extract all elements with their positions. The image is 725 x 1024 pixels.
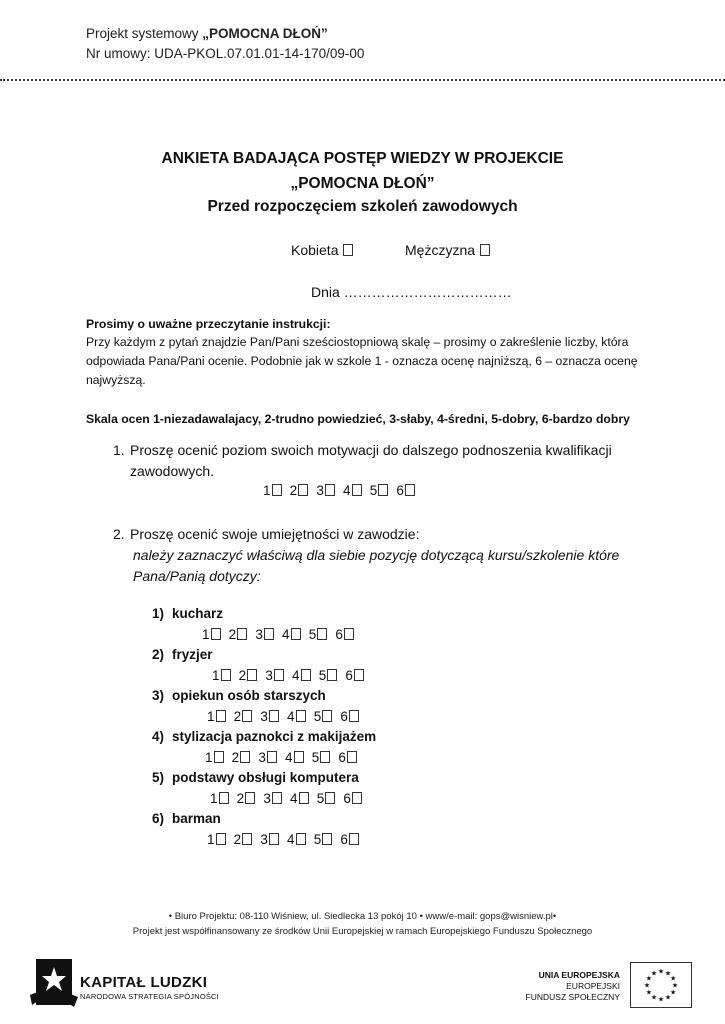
- profession-label: fryzjer: [172, 647, 213, 662]
- scale-option-5[interactable]: [312, 750, 335, 765]
- date-field[interactable]: Dnia ………………………………: [311, 284, 512, 300]
- kapital-ludzki-title: KAPITAŁ LUDZKI: [80, 974, 208, 991]
- scale-option-3[interactable]: [265, 668, 288, 683]
- scale-option-5[interactable]: [314, 832, 337, 847]
- instructions-body: Przy każdym z pytań znajdzie Pan/Pani sześciostopniową skalę – prosimy o zakreślenie liczby, która odpowiada Pana/Pani ocenie. Podobnie jak w szkole 1 - oznacza ocenę najniższą, 6 – oznacza ocenę najwyższą.: [86, 335, 638, 387]
- scale-value-2: 2: [233, 709, 242, 724]
- scale-value-6: 6: [340, 709, 349, 724]
- eu-star-icon: ★: [664, 994, 672, 1002]
- eu-star-icon: ★: [657, 996, 665, 1004]
- scale-checkbox[interactable]: [325, 792, 335, 804]
- scale-option-5[interactable]: [319, 668, 342, 683]
- scale-value-3: 3: [260, 709, 269, 724]
- header-divider: [0, 79, 725, 81]
- scale-option-3[interactable]: [255, 627, 278, 642]
- eu-logo-line2: EUROPEJSKI: [566, 981, 620, 991]
- scale-option-2[interactable]: [234, 832, 257, 847]
- eu-star-icon: ★: [645, 989, 653, 997]
- scale-legend: Skala ocen 1-niezadawalajacy, 2-trudno powiedzieć, 3-słaby, 4-średni, 5-dobry, 6-bardzo dobry: [86, 412, 630, 426]
- scale-option-5[interactable]: [317, 791, 340, 806]
- scale-option-5[interactable]: [314, 709, 337, 724]
- question-2-note-line2: Pana/Panią dotyczy:: [133, 568, 261, 584]
- scale-value-4: 4: [292, 668, 300, 683]
- eu-star-icon: ★: [664, 970, 672, 978]
- question-2-number: 2.: [113, 526, 125, 542]
- gender-male-label: Mężczyzna: [405, 242, 476, 258]
- project-line: [86, 26, 328, 41]
- kapital-ludzki-logo: [28, 955, 80, 1010]
- profession-label: barman: [172, 811, 221, 826]
- survey-title-line3: Przed rozpoczęciem szkoleń zawodowych: [207, 198, 518, 215]
- question-1-line1: Proszę ocenić poziom swoich motywacji do dalszego podnoszenia kwalifikacji: [130, 442, 612, 458]
- scale-option-6[interactable]: [335, 627, 358, 642]
- scale-checkbox[interactable]: [327, 669, 337, 681]
- scale-value-2: 2: [228, 627, 237, 642]
- scale-checkbox[interactable]: [219, 792, 229, 804]
- scale-option-1[interactable]: [263, 483, 286, 498]
- scale-checkbox[interactable]: [242, 710, 252, 722]
- scale-option-6[interactable]: [340, 832, 363, 847]
- profession-item: [152, 811, 221, 826]
- scale-option-3[interactable]: [316, 483, 339, 498]
- question-2-text: [130, 524, 670, 587]
- eu-star-icon: ★: [650, 970, 658, 978]
- scale-checkbox[interactable]: [216, 710, 226, 722]
- scale-option-4[interactable]: [292, 668, 315, 683]
- scale-value-3: 3: [255, 627, 264, 642]
- scale-checkbox[interactable]: [291, 628, 301, 640]
- profession-label: stylizacja paznokci z makijażem: [172, 729, 377, 744]
- scale-checkbox[interactable]: [245, 792, 255, 804]
- scale-option-5[interactable]: [370, 483, 393, 498]
- scale-option-1[interactable]: [207, 832, 230, 847]
- scale-checkbox[interactable]: [242, 833, 252, 845]
- scale-checkbox[interactable]: [354, 669, 364, 681]
- scale-value-3: 3: [265, 668, 274, 683]
- scale-option-6[interactable]: [345, 668, 368, 683]
- scale-option-4[interactable]: [285, 750, 308, 765]
- project-prefix: Projekt systemowy: [86, 26, 203, 41]
- scale-option-3[interactable]: [258, 750, 281, 765]
- scale-value-6: 6: [343, 791, 352, 806]
- profession-scale: [205, 750, 361, 765]
- question-1-text: [130, 440, 650, 482]
- eu-star-icon: ★: [650, 994, 658, 1002]
- eu-star-icon: ★: [671, 982, 679, 990]
- scale-value-1: 1: [212, 668, 220, 683]
- scale-option-6[interactable]: [343, 791, 366, 806]
- scale-checkbox[interactable]: [216, 833, 226, 845]
- scale-value-1: 1: [207, 709, 215, 724]
- profession-item: [152, 647, 213, 662]
- survey-title-line2: „POMOCNA DŁOŃ”: [290, 175, 435, 192]
- profession-scale: [210, 791, 366, 806]
- scale-checkbox[interactable]: [349, 710, 359, 722]
- scale-value-3: 3: [260, 832, 269, 847]
- scale-value-6: 6: [335, 627, 344, 642]
- scale-checkbox[interactable]: [344, 628, 354, 640]
- question-1-scale: [263, 483, 419, 498]
- profession-item: [152, 688, 326, 703]
- scale-value-1: 1: [207, 832, 215, 847]
- project-name: „POMOCNA DŁOŃ”: [202, 26, 328, 41]
- scale-option-4[interactable]: [290, 791, 313, 806]
- instructions-heading: Prosimy o uważne przeczytanie instrukcji:: [86, 317, 331, 331]
- scale-checkbox[interactable]: [264, 628, 274, 640]
- scale-value-4: 4: [343, 483, 351, 498]
- scale-option-4[interactable]: [287, 709, 310, 724]
- scale-checkbox[interactable]: [322, 833, 332, 845]
- scale-option-1[interactable]: [207, 709, 230, 724]
- profession-number: 1): [152, 606, 165, 621]
- profession-item: [152, 770, 359, 785]
- scale-value-5: 5: [308, 627, 317, 642]
- profession-number: 6): [152, 811, 165, 826]
- profession-scale: [212, 668, 368, 683]
- eu-logo-text: [520, 970, 620, 1003]
- eu-star-icon: ★: [643, 982, 651, 990]
- scale-option-1[interactable]: [205, 750, 228, 765]
- footer-address: • Biuro Projektu: 08-110 Wiśniew, ul. Siedlecka 13 pokój 10 • www/e-mail: gops@wisniew.pl•: [168, 911, 557, 922]
- scale-checkbox[interactable]: [378, 484, 388, 496]
- profession-number: 5): [152, 770, 165, 785]
- scale-option-2[interactable]: [229, 627, 252, 642]
- footer-cofinancing: Projekt jest współfinansowany ze środków Unii Europejskiej w ramach Europejskiego Funduszu Społecznego: [132, 926, 593, 937]
- scale-checkbox[interactable]: [294, 751, 304, 763]
- scale-value-5: 5: [313, 832, 322, 847]
- profession-label: kucharz: [172, 606, 224, 621]
- gender-female-checkbox[interactable]: [343, 244, 353, 256]
- kapital-ludzki-emblem-icon: [28, 955, 80, 1010]
- scale-value-1: 1: [202, 627, 210, 642]
- eu-star-icon: ★: [669, 989, 677, 997]
- survey-title-line1: ANKIETA BADAJĄCA POSTĘP WIEDZY W PROJEKCIE: [161, 150, 564, 167]
- scale-checkbox[interactable]: [211, 628, 221, 640]
- kapital-ludzki-subtitle: NARODOWA STRATEGIA SPÓJNOŚCI: [80, 992, 219, 1001]
- scale-option-4[interactable]: [343, 483, 366, 498]
- scale-checkbox[interactable]: [301, 669, 311, 681]
- profession-number: 4): [152, 729, 165, 744]
- scale-checkbox[interactable]: [274, 669, 284, 681]
- scale-checkbox[interactable]: [214, 751, 224, 763]
- scale-value-3: 3: [258, 750, 267, 765]
- scale-option-2[interactable]: [234, 709, 257, 724]
- scale-option-6[interactable]: [338, 750, 361, 765]
- scale-value-6: 6: [345, 668, 354, 683]
- scale-value-5: 5: [311, 750, 320, 765]
- gender-male: [405, 242, 494, 258]
- scale-option-5[interactable]: [309, 627, 332, 642]
- scale-checkbox[interactable]: [320, 751, 330, 763]
- scale-checkbox[interactable]: [317, 628, 327, 640]
- gender-female-label: Kobieta: [291, 242, 339, 258]
- scale-value-2: 2: [236, 791, 245, 806]
- eu-star-icon: ★: [669, 975, 677, 983]
- scale-option-6[interactable]: [396, 483, 419, 498]
- scale-value-2: 2: [231, 750, 240, 765]
- scale-value-3: 3: [316, 483, 325, 498]
- scale-option-3[interactable]: [260, 832, 283, 847]
- scale-checkbox[interactable]: [296, 710, 306, 722]
- scale-checkbox[interactable]: [298, 484, 308, 496]
- profession-item: [152, 729, 376, 744]
- profession-label: podstawy obsługi komputera: [172, 770, 359, 785]
- profession-scale: [207, 832, 363, 847]
- profession-number: 3): [152, 688, 165, 703]
- scale-value-2: 2: [233, 832, 242, 847]
- scale-option-2[interactable]: [232, 750, 255, 765]
- scale-checkbox[interactable]: [272, 792, 282, 804]
- profession-label: opiekun osób starszych: [172, 688, 326, 703]
- scale-checkbox[interactable]: [240, 751, 250, 763]
- scale-option-2[interactable]: [290, 483, 313, 498]
- scale-checkbox[interactable]: [296, 833, 306, 845]
- scale-checkbox[interactable]: [325, 484, 335, 496]
- scale-option-1[interactable]: [212, 668, 235, 683]
- question-1-line2: zawodowych.: [130, 463, 215, 479]
- scale-checkbox[interactable]: [237, 628, 247, 640]
- scale-value-3: 3: [263, 791, 272, 806]
- scale-checkbox[interactable]: [347, 751, 357, 763]
- scale-value-5: 5: [318, 668, 327, 683]
- scale-checkbox[interactable]: [267, 751, 277, 763]
- eu-star-icon: ★: [657, 968, 665, 976]
- scale-checkbox[interactable]: [349, 833, 359, 845]
- scale-value-4: 4: [285, 750, 293, 765]
- scale-option-6[interactable]: [340, 709, 363, 724]
- scale-value-4: 4: [287, 709, 295, 724]
- scale-checkbox[interactable]: [269, 710, 279, 722]
- profession-item: [152, 606, 223, 621]
- eu-star-icon: ★: [645, 975, 653, 983]
- eu-flag: [630, 962, 692, 1008]
- scale-checkbox[interactable]: [247, 669, 257, 681]
- eu-logo-line1: UNIA EUROPEJSKA: [538, 970, 620, 980]
- scale-option-3[interactable]: [263, 791, 286, 806]
- scale-value-1: 1: [263, 483, 271, 498]
- scale-option-4[interactable]: [282, 627, 305, 642]
- scale-option-1[interactable]: [210, 791, 233, 806]
- scale-option-1[interactable]: [202, 627, 225, 642]
- scale-value-1: 1: [205, 750, 213, 765]
- scale-value-5: 5: [316, 791, 325, 806]
- profession-scale: [207, 709, 363, 724]
- question-2-note-line1: należy zaznaczyć właściwą dla siebie pozycję dotyczącą kursu/szkolenie które: [133, 547, 620, 563]
- scale-option-3[interactable]: [260, 709, 283, 724]
- eu-logo-line3: FUNDUSZ SPOŁECZNY: [525, 992, 620, 1002]
- contract-number: Nr umowy: UDA-PKOL.07.01.01-14-170/09-00: [86, 46, 365, 61]
- scale-checkbox[interactable]: [272, 484, 282, 496]
- scale-checkbox[interactable]: [299, 792, 309, 804]
- scale-value-2: 2: [289, 483, 298, 498]
- scale-value-5: 5: [369, 483, 378, 498]
- scale-checkbox[interactable]: [322, 710, 332, 722]
- profession-number: 2): [152, 647, 165, 662]
- profession-scale: [202, 627, 358, 642]
- scale-value-4: 4: [282, 627, 290, 642]
- eu-stars-icon: [631, 963, 691, 1007]
- scale-checkbox[interactable]: [405, 484, 415, 496]
- scale-value-5: 5: [313, 709, 322, 724]
- scale-value-2: 2: [238, 668, 247, 683]
- scale-option-4[interactable]: [287, 832, 310, 847]
- scale-checkbox[interactable]: [269, 833, 279, 845]
- scale-checkbox[interactable]: [352, 792, 362, 804]
- question-2-line: Proszę ocenić swoje umiejętności w zawodzie:: [130, 526, 420, 542]
- scale-value-6: 6: [396, 483, 405, 498]
- scale-checkbox[interactable]: [352, 484, 362, 496]
- gender-female: [291, 242, 357, 258]
- scale-value-6: 6: [340, 832, 349, 847]
- scale-checkbox[interactable]: [221, 669, 231, 681]
- scale-value-4: 4: [287, 832, 295, 847]
- scale-option-2[interactable]: [237, 791, 260, 806]
- question-1-number: 1.: [113, 442, 125, 458]
- scale-value-4: 4: [290, 791, 298, 806]
- gender-male-checkbox[interactable]: [480, 244, 490, 256]
- scale-value-6: 6: [338, 750, 347, 765]
- scale-value-1: 1: [210, 791, 218, 806]
- scale-option-2[interactable]: [239, 668, 262, 683]
